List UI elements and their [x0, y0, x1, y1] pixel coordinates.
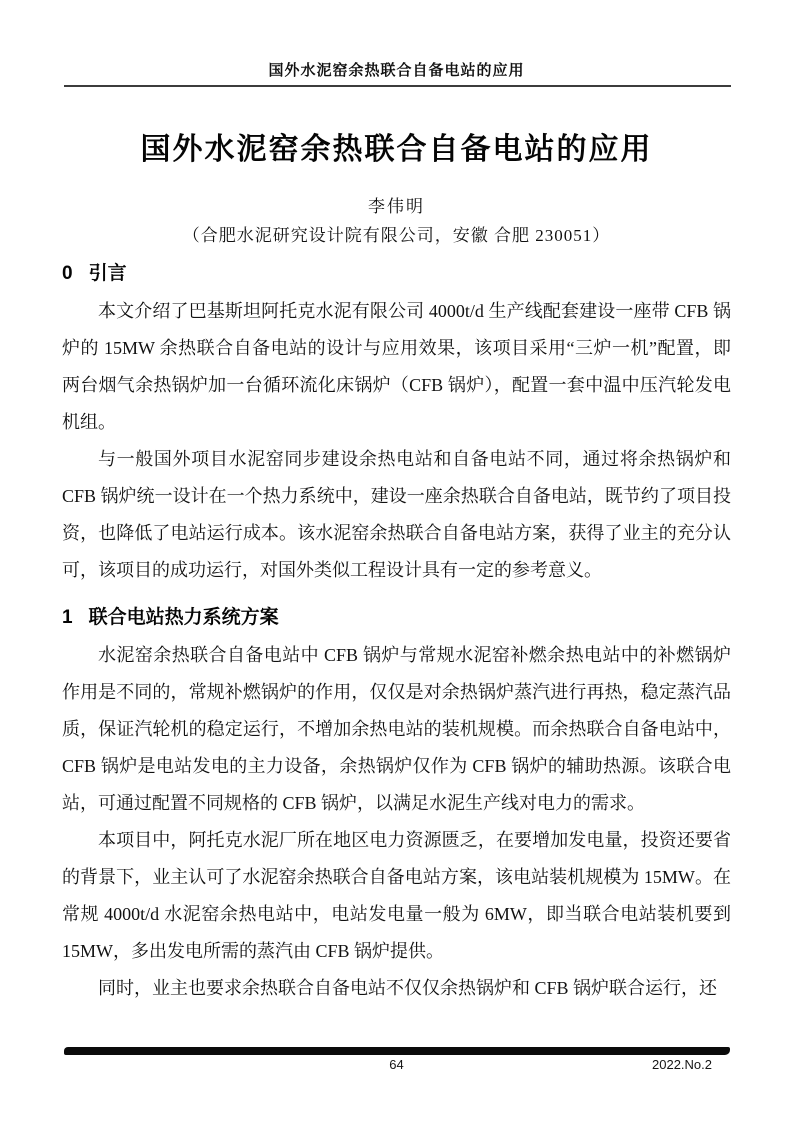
footer — [64, 1057, 729, 1075]
paragraph: 与一般国外项目水泥窑同步建设余热电站和自备电站不同，通过将余热锅炉和 CFB 锅炉统一设计在一个热力系统中，建设一座余热联合自备电站，既节约了项目投资，也降低了电站运行成本。该水泥窑余热联合自备电站方案，获得了业主的充分认可，该项目的成功运行，对国外类似工程设计具有一定的参考意义。 — [62, 449, 731, 580]
section-number: 1 — [62, 607, 73, 628]
section-heading-0 — [62, 258, 731, 285]
issue-label: 2022.No.2 — [652, 1057, 712, 1072]
paragraph: 水泥窑余热联合自备电站中 CFB 锅炉与常规水泥窑补燃余热电站中的补燃锅炉作用是不同的，常规补燃锅炉的作用，仅仅是对余热锅炉蒸汽进行再热，稳定蒸汽品质，保证汽轮机的稳定运行，不增加余热电站的装机规模。而余热联合自备电站中，CFB 锅炉是电站发电的主力设备，余热锅炉仅作为 CFB 锅炉的辅助热源。该联合电站，可通过配置不同规格的 CFB 锅炉，以满足水泥生产线对电力的需求。 — [62, 645, 731, 813]
author-affiliation: （合肥水泥研究设计院有限公司，安徽 合肥 230051） — [182, 226, 611, 245]
section-heading-1 — [62, 602, 731, 629]
paragraph: 本文介绍了巴基斯坦阿托克水泥有限公司 4000t/d 生产线配套建设一座带 CFB 锅炉的 15MW 余热联合自备电站的设计与应用效果，该项目采用“三炉一机”配置，即两台烟气余热锅炉加一台循环流化床锅炉（CFB 锅炉），配置一套中温中压汽轮发电机组。 — [62, 301, 731, 432]
paragraph: 同时，业主也要求余热联合自备电站不仅仅余热锅炉和 CFB 锅炉联合运行，还 — [98, 978, 718, 998]
author-name: 李伟明 — [368, 197, 425, 216]
running-header: 国外水泥窑余热联合自备电站的应用 — [268, 63, 525, 79]
article-body — [62, 258, 731, 1007]
header-rule — [64, 85, 731, 87]
page-title: 国外水泥窑余热联合自备电站的应用 — [140, 133, 653, 166]
paragraph: 本项目中，阿托克水泥厂所在地区电力资源匮乏，在要增加发电量，投资还要省的背景下，业主认可了水泥窑余热联合自备电站方案，该电站装机规模为 15MW。在常规 4000t/d 水泥窑余热电站中，电站发电量一般为 6MW，即当联合电站装机要到 15MW，多出发电所需的蒸汽由 CFB 锅炉提供。 — [62, 830, 731, 961]
section-title: 引言 — [88, 263, 127, 284]
footer-rule — [64, 1047, 730, 1055]
page-number: 64 — [389, 1057, 404, 1072]
section-title: 联合电站热力系统方案 — [88, 607, 279, 628]
section-number: 0 — [62, 263, 73, 284]
